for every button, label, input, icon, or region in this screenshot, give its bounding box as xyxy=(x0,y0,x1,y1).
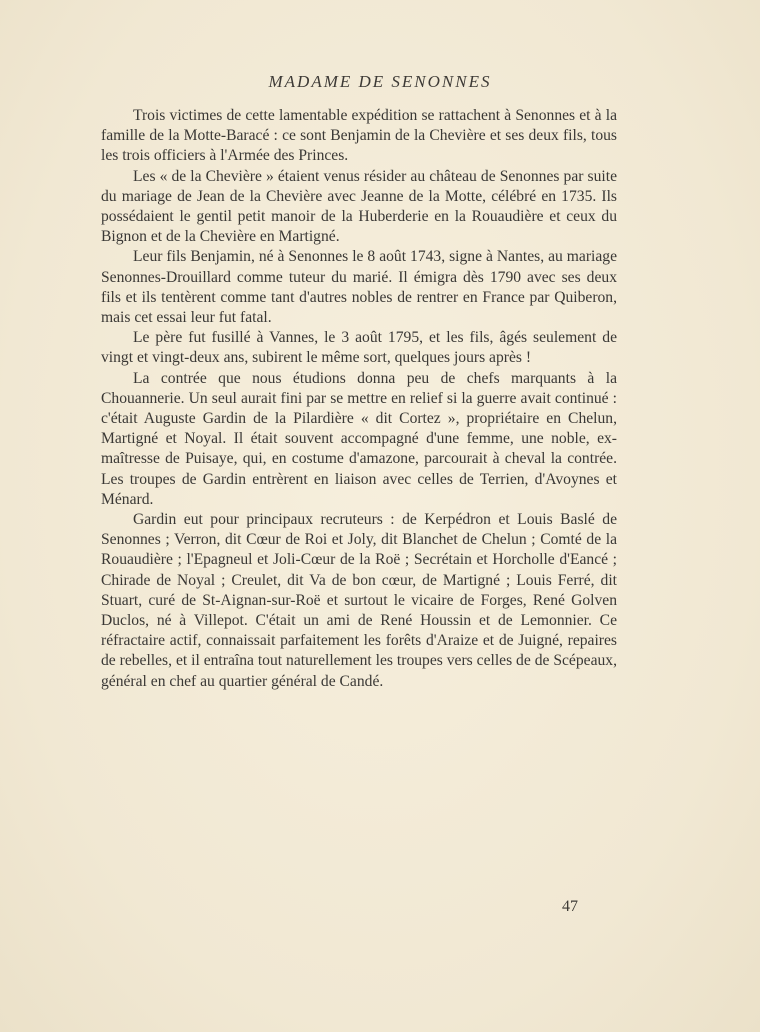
paragraph: Leur fils Benjamin, né à Senonnes le 8 août 1743, signe à Nantes, au mariage Senonnes-Drouillard comme tuteur du marié. Il émigra dès 1790 avec ses deux fils et ils tentèrent comme tant d'autres nobles de rentrer en France par Quiberon, mais cet essai leur fut fatal. xyxy=(101,248,617,327)
paragraph: Gardin eut pour principaux recruteurs : de Kerpédron et Louis Baslé de Senonnes ; Verron, dit Cœur de Roi et Joly, dit Blanchet de Chelun ; Comté de la Rouaudière ; l'Epagneul et Joli-Cœur de la Roë ; Secrétain et Horcholle d'Eancé ; Chirade de Noyal ; Creulet, dit Va de bon cœur, de Martigné ; Louis Ferré, dit Stuart, curé de St-Aignan-sur-Roë et surtout le vicaire de Forges, René Golven Duclos, né à Villepot. C'était un ami de René Houssin et de Lemonnier. Ce réfractaire actif, connaissait parfaitement les forêts d'Araize et de Juigné, repaires de rebelles, et il entraîna tout naturellement les troupes vers celles de de Scépeaux, général en chef au quartier général de Candé. xyxy=(101,511,617,690)
paragraph: Les « de la Chevière » étaient venus résider au château de Senonnes par suite du mariage de Jean de la Chevière avec Jeanne de la Motte, célébré en 1735. Ils possédaient le gentil petit manoir de la Huberderie en la Rouaudière et ceux du Bignon et de la Chevière en Martigné. xyxy=(101,167,617,246)
paragraph: La contrée que nous étudions donna peu de chefs marquants à la Chouannerie. Un seul aurait fini par se mettre en relief si la guerre avait continué : c'était Auguste Gardin de la Pilardière « dit Cortez », propriétaire en Chelun, Martigné et Noyal. Il était souvent accompagné d'une femme, une noble, ex-maîtresse de Puisaye, qui, en costume d'amazone, parcourait à cheval la contrée. Les troupes de Gardin entrèrent en liaison avec celles de Terrien, d'Avoynes et Ménard. xyxy=(101,369,617,508)
body-text xyxy=(101,106,617,692)
running-head-title: MADAME DE SENONNES xyxy=(268,72,492,91)
paragraph: Trois victimes de cette lamentable expédition se rattachent à Senonnes et à la famille de la Motte-Baracé : ce sont Benjamin de la Chevière et ses deux fils, tous les trois officiers à l'Armée des Princes. xyxy=(101,107,617,165)
page-number: 47 xyxy=(562,898,578,915)
paragraph: Le père fut fusillé à Vannes, le 3 août 1795, et les fils, âgés seulement de vingt et vingt-deux ans, subirent le même sort, quelques jours après ! xyxy=(101,329,617,367)
